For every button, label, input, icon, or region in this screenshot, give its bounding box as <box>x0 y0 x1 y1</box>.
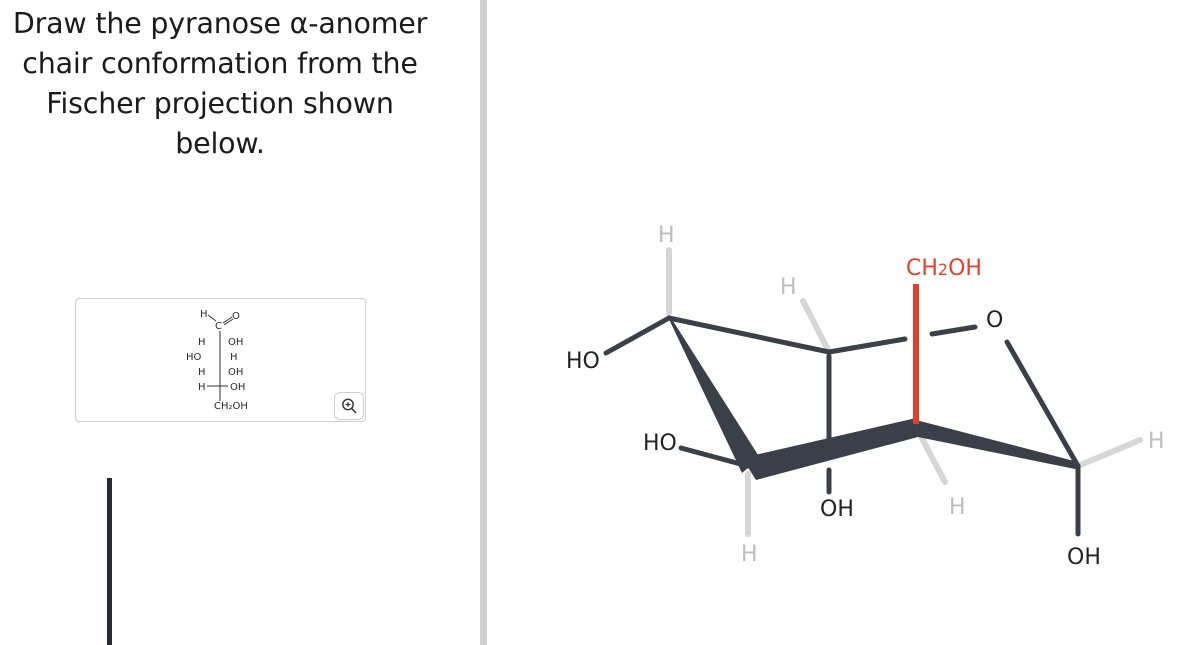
ring-bond-c2-o <box>932 327 975 334</box>
fischer-row-left: H <box>198 382 206 393</box>
ch2oh-oh: OH <box>948 256 982 281</box>
c5-h-label: H <box>949 495 966 520</box>
ch2oh-subscript: 2 <box>937 260 949 279</box>
c5-ch2oh-label <box>906 256 982 281</box>
c4-h-label: H <box>658 223 675 248</box>
c1-oh-label: OH <box>1067 545 1101 570</box>
question-line: Fischer projection shown <box>46 87 394 120</box>
ring-bond-c4-c3 <box>669 318 829 352</box>
ring-bond-c3-c2 <box>829 339 905 352</box>
question-line: chair conformation from the <box>22 47 418 80</box>
c3-h-down-label: H <box>741 542 758 567</box>
c1-equatorial-h-bond <box>1078 440 1140 466</box>
c2-oh-label: OH <box>820 497 854 522</box>
fischer-row-left: H <box>198 367 206 378</box>
ch2oh-c: CH <box>906 256 938 281</box>
question-line: Draw the pyranose α-anomer <box>12 7 428 40</box>
fischer-row-right: OH <box>230 382 246 393</box>
fischer-row-left: HO <box>186 352 202 363</box>
fischer-row-left: H <box>198 337 206 348</box>
c3-h-up-label: H <box>780 275 797 300</box>
fischer-row-right: OH <box>228 337 244 348</box>
c3-ho-label: HO <box>643 431 677 456</box>
ring-oxygen-label: O <box>986 308 1004 333</box>
c4-equatorial-ho-bond <box>606 318 669 353</box>
c4-ho-label: HO <box>566 349 600 374</box>
fischer-row-right: H <box>230 352 238 363</box>
fischer-aldehyde-c: C <box>215 321 222 332</box>
fischer-aldehyde-h: H <box>200 309 208 320</box>
fischer-bottom: CH₂OH <box>214 401 248 412</box>
question-line: below. <box>175 127 265 160</box>
fischer-aldehyde-o: O <box>232 311 240 322</box>
c1-h-label: H <box>1148 429 1165 454</box>
fischer-row-right: OH <box>228 367 244 378</box>
c3-up-h-bond <box>803 301 829 352</box>
